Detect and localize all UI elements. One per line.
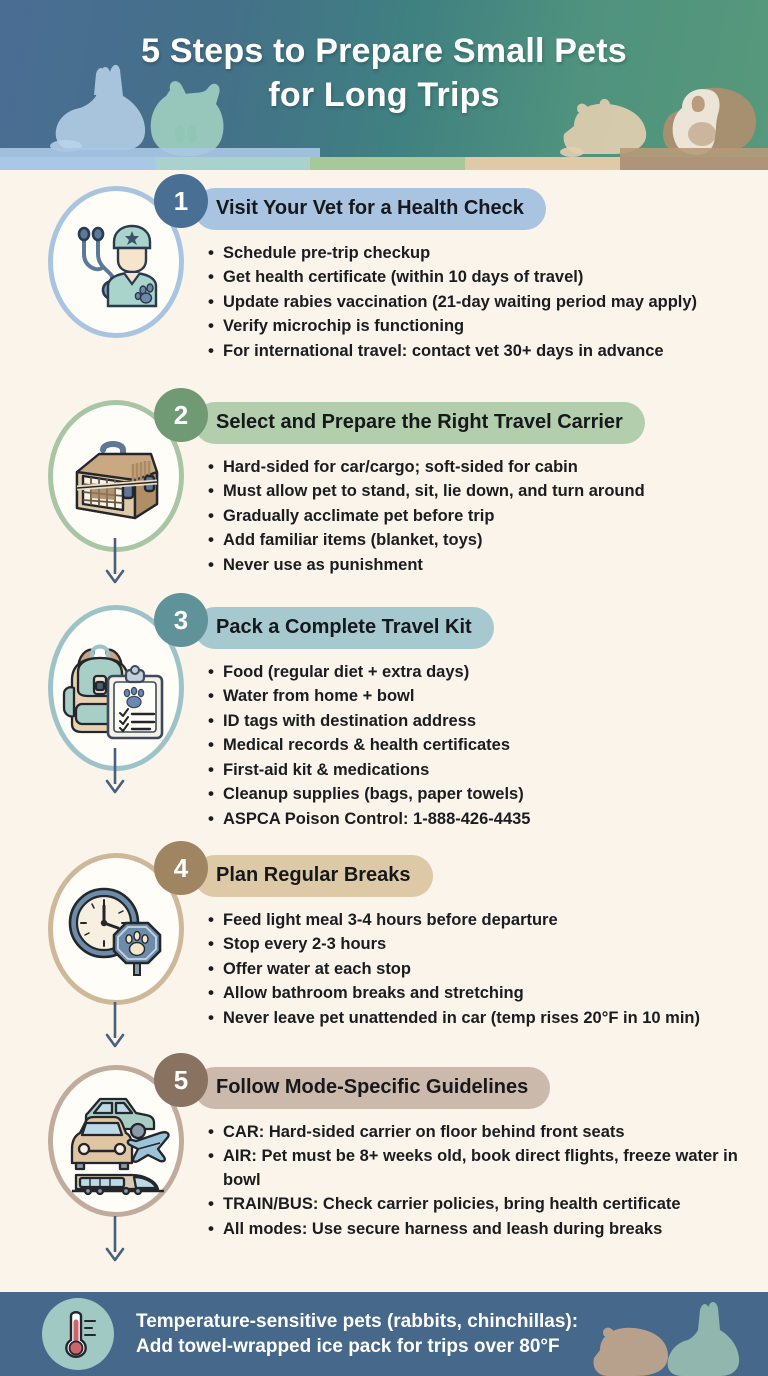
step-4-badge bbox=[154, 841, 208, 895]
step-1-number: 1 bbox=[173, 185, 189, 216]
clock-paw-sign-icon bbox=[62, 879, 170, 979]
pet-carrier-icon bbox=[61, 428, 171, 524]
step-2-title: Select and Prepare the Right Travel Carrier bbox=[194, 402, 645, 444]
list-item: • Allow bathroom breaks and stretching bbox=[208, 982, 756, 1005]
list-item: • CAR: Hard-sided carrier on floor behind front seats bbox=[208, 1121, 756, 1144]
step-3-content bbox=[194, 597, 768, 832]
strip-segment-tan bbox=[465, 157, 620, 170]
list-item: • Feed light meal 3-4 hours before departure bbox=[208, 909, 756, 932]
step-4-number: 4 bbox=[173, 852, 189, 883]
list-item: • AIR: Pet must be 8+ weeks old, book direct flights, freeze water in bowl bbox=[208, 1145, 756, 1192]
step-2-bullets bbox=[194, 456, 756, 577]
list-item: • Never use as punishment bbox=[208, 554, 756, 577]
page-title-line2: for Long Trips bbox=[268, 75, 500, 114]
page-footer bbox=[0, 1292, 768, 1376]
strip-segment-blue bbox=[0, 157, 155, 170]
step-2-number: 2 bbox=[173, 399, 189, 430]
list-item: • TRAIN/BUS: Check carrier policies, bring health certificate bbox=[208, 1193, 756, 1216]
veterinarian-icon bbox=[64, 210, 168, 314]
connector-arrow-2 bbox=[104, 748, 126, 796]
list-item: • Gradually acclimate pet before trip bbox=[208, 505, 756, 528]
footer-line-1: Temperature-sensitive pets (rabbits, chinchillas): bbox=[136, 1310, 579, 1332]
page-title-line1: 5 Steps to Prepare Small Pets bbox=[141, 32, 627, 70]
list-item: • Get health certificate (within 10 days of travel) bbox=[208, 266, 756, 289]
step-3-badge bbox=[154, 593, 208, 647]
footer-line-2: Add towel-wrapped ice pack for trips over 80°F bbox=[136, 1336, 560, 1357]
list-item: • All modes: Use secure harness and leash during breaks bbox=[208, 1218, 756, 1241]
list-item: • Water from home + bowl bbox=[208, 685, 756, 708]
list-item: • Cleanup supplies (bags, paper towels) bbox=[208, 783, 756, 806]
step-1 bbox=[0, 178, 768, 392]
list-item: • ID tags with destination address bbox=[208, 710, 756, 733]
connector-arrow-1 bbox=[104, 538, 126, 586]
list-item: • Must allow pet to stand, sit, lie down, and turn around bbox=[208, 480, 756, 503]
connector-arrow-4 bbox=[104, 1216, 126, 1264]
step-5-title: Follow Mode-Specific Guidelines bbox=[194, 1067, 550, 1109]
step-5-number: 5 bbox=[173, 1064, 189, 1095]
connector-arrow-3 bbox=[104, 1002, 126, 1050]
list-item: • ASPCA Poison Control: 1-888-426-4435 bbox=[208, 808, 756, 831]
step-4-bullets bbox=[194, 909, 756, 1030]
step-2-content bbox=[194, 392, 768, 578]
strip-segment-teal bbox=[155, 157, 310, 170]
step-1-content bbox=[194, 178, 768, 364]
list-item: • Hard-sided for car/cargo; soft-sided for cabin bbox=[208, 456, 756, 479]
list-item: • For international travel: contact vet 30+ days in advance bbox=[208, 340, 756, 363]
list-item: • First-aid kit & medications bbox=[208, 759, 756, 782]
step-3-number: 3 bbox=[173, 604, 189, 635]
step-5-content bbox=[194, 1057, 768, 1242]
step-5-icon-area bbox=[38, 1057, 194, 1217]
list-item: • Stop every 2-3 hours bbox=[208, 933, 756, 956]
step-3-icon-area bbox=[38, 597, 194, 771]
strip-segment-green bbox=[310, 157, 465, 170]
list-item: • Schedule pre-trip checkup bbox=[208, 242, 756, 265]
page-title bbox=[0, 0, 768, 117]
step-1-title: Visit Your Vet for a Health Check bbox=[194, 188, 546, 230]
thermometer-badge bbox=[42, 1298, 114, 1370]
step-5-badge bbox=[154, 1053, 208, 1107]
step-4-icon-area bbox=[38, 845, 194, 1005]
header-color-strip bbox=[0, 157, 768, 170]
transport-modes-icon bbox=[60, 1087, 172, 1195]
step-2-icon-area bbox=[38, 392, 194, 552]
footer-message bbox=[136, 1309, 578, 1359]
page-header bbox=[0, 0, 768, 170]
list-item: • Update rabies vaccination (21-day waiting period may apply) bbox=[208, 291, 756, 314]
footer-hamster-silhouette bbox=[586, 1320, 672, 1376]
list-item: • Medical records & health certificates bbox=[208, 734, 756, 757]
steps-list bbox=[0, 170, 768, 1247]
step-3 bbox=[0, 597, 768, 845]
list-item: • Offer water at each stop bbox=[208, 958, 756, 981]
strip-segment-brown bbox=[620, 157, 768, 170]
footer-rabbit-silhouette bbox=[662, 1300, 744, 1376]
step-1-bullets bbox=[194, 242, 756, 363]
step-1-badge bbox=[154, 174, 208, 228]
step-3-title: Pack a Complete Travel Kit bbox=[194, 607, 494, 649]
step-2-badge bbox=[154, 388, 208, 442]
step-5-bullets bbox=[194, 1121, 756, 1241]
thermometer-icon bbox=[55, 1308, 101, 1360]
backpack-checklist-icon bbox=[60, 636, 172, 740]
step-4-title: Plan Regular Breaks bbox=[194, 855, 433, 897]
list-item: • Verify microchip is functioning bbox=[208, 315, 756, 338]
step-4-content bbox=[194, 845, 768, 1031]
list-item: • Never leave pet unattended in car (temp rises 20°F in 10 min) bbox=[208, 1007, 756, 1030]
step-3-bullets bbox=[194, 661, 756, 831]
step-1-icon-area bbox=[38, 178, 194, 338]
list-item: • Add familiar items (blanket, toys) bbox=[208, 529, 756, 552]
list-item: • Food (regular diet + extra days) bbox=[208, 661, 756, 684]
